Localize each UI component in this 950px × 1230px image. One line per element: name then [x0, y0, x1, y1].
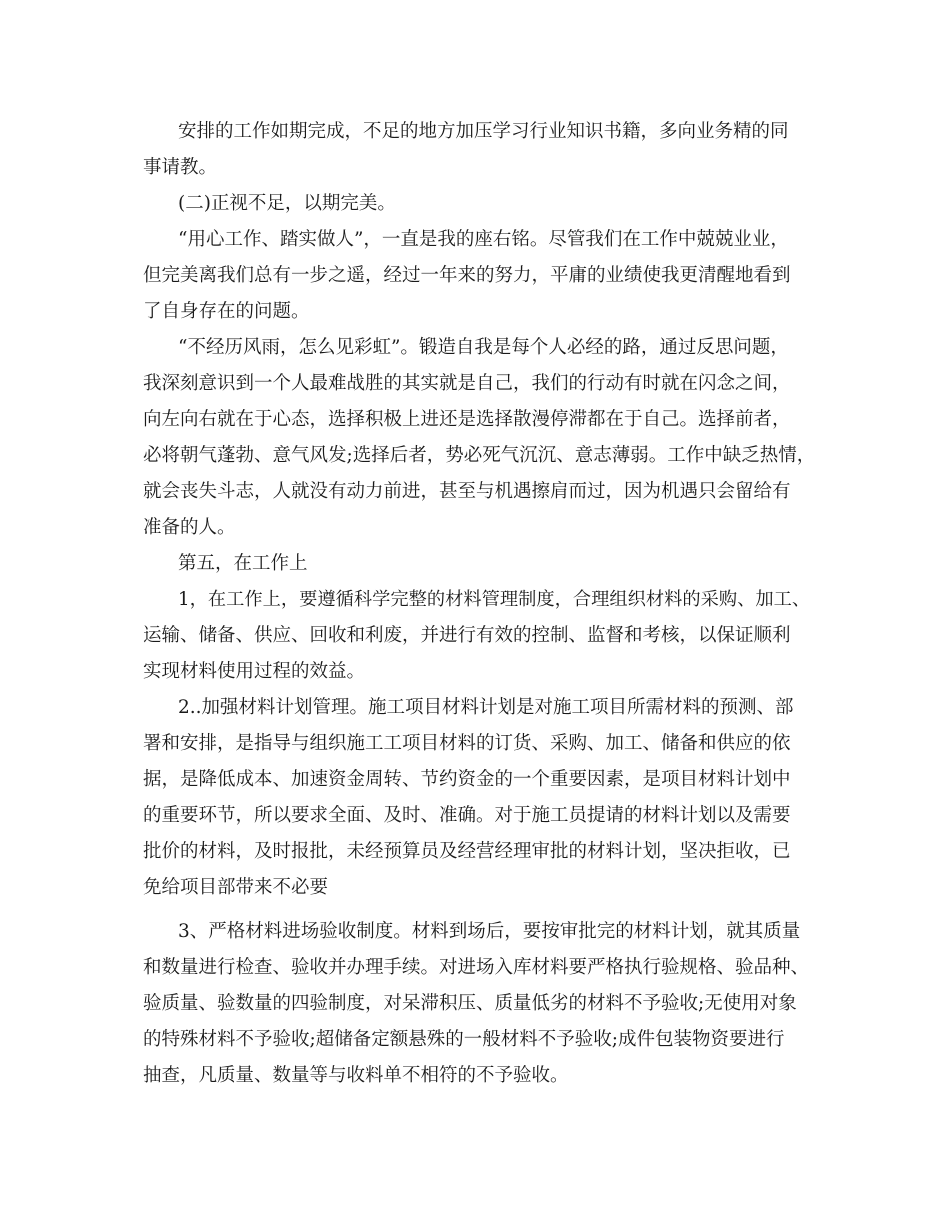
text-line: 的特殊材料不予验收;超储备定额悬殊的一般材料不予验收;成件包装物资要进行: [143, 1029, 785, 1050]
section-heading: 第五，在工作上: [178, 553, 308, 574]
text-line: 验质量、验数量的四验制度，对呆滞积压、质量低劣的材料不予验收;无使用对象: [143, 993, 797, 1014]
text-line: 必将朝气蓬勃、意气风发;选择后者，势必死气沉沉、意志薄弱。工作中缺乏热情，: [143, 445, 816, 466]
text-line: 抽查，凡质量、数量等与收料单不相符的不予验收。: [143, 1065, 569, 1086]
text-line: 2..加强材料计划管理。施工项目材料计划是对施工项目所需材料的预测、部: [178, 697, 794, 718]
text-line: 3、严格材料进场验收制度。材料到场后，要按审批完的材料计划，就其质量: [178, 921, 801, 942]
text-line: 实现材料使用过程的效益。: [143, 661, 366, 682]
text-line: “不经历风雨，怎么见彩虹”。锻造自我是每个人必经的路，通过反思问题，: [178, 337, 789, 358]
text-line: “用心工作、踏实做人”，一直是我的座右铭。尽管我们在工作中兢兢业业，: [178, 229, 789, 250]
text-line: 运输、储备、供应、回收和利废，并进行有效的控制、监督和考核，以保证顺利: [143, 625, 791, 646]
text-line: 和数量进行检查、验收并办理手续。对进场入库材料要严格执行验规格、验品种、: [143, 957, 810, 978]
section-heading: (二)正视不足，以期完美。: [178, 193, 396, 214]
text-line: 事请教。: [143, 157, 218, 178]
text-line: 我深刻意识到一个人最难战胜的其实就是自己，我们的行动有时就在闪念之间，: [143, 373, 791, 394]
text-line: 准备的人。: [143, 517, 236, 538]
text-line: 就会丧失斗志，人就没有动力前进，甚至与机遇擦肩而过，因为机遇只会留给有: [143, 481, 791, 502]
text-line: 据，是降低成本、加速资金周转、节约资金的一个重要因素，是项目材料计划中: [143, 769, 791, 790]
text-line: 向左向右就在于心态，选择积极上进还是选择散漫停滞都在于自己。选择前者，: [143, 409, 791, 430]
text-line: 安排的工作如期完成，不足的地方加压学习行业知识书籍，多向业务精的同: [178, 121, 789, 142]
text-line: 批价的材料，及时报批，未经预算员及经营经理审批的材料计划，坚决拒收，已: [143, 841, 791, 862]
text-line: 1，在工作上，要遵循科学完整的材料管理制度，合理组织材料的采购、加工、: [178, 589, 811, 610]
text-line: 但完美离我们总有一步之遥，经过一年来的努力，平庸的业绩使我更清醒地看到: [143, 265, 791, 286]
text-line: 署和安排，是指导与组织施工工项目材料的订货、采购、加工、储备和供应的依: [143, 733, 791, 754]
text-line: 免给项目部带来不必要: [143, 877, 329, 898]
text-line: 了自身存在的问题。: [143, 301, 310, 322]
text-line: 的重要环节，所以要求全面、及时、准确。对于施工员提请的材料计划以及需要: [143, 805, 791, 826]
